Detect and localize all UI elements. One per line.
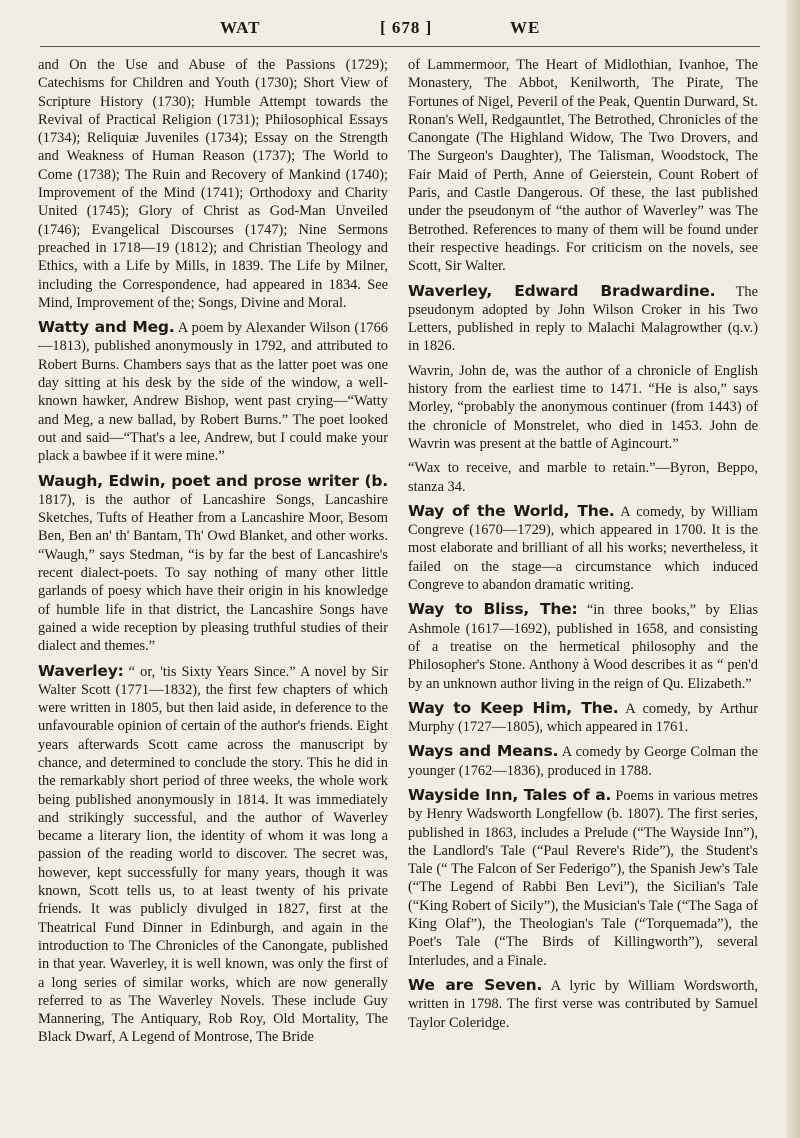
- header-left-word: WAT: [220, 18, 261, 37]
- header-right-word: WE: [510, 18, 541, 37]
- running-header: [0, 18, 800, 44]
- entry-watty-and-meg: Watty and Meg. A poem by Alexander Wilson (1766—1813), published anonymously in 1792, and attributed to Robert Burns. Chambers says that as the latter poet was one day sitting at his desk by the side of the window, a well-known hawker, Andrew Bishop, went past crying—“Watty and Meg, a new ballad, by Robert Burns.” The poet looked out and said—“That's a lee, Andrew, but I could make your plack a bawbee if it were mine.”: [38, 318, 388, 465]
- headword: Waverley, Edward Bradwardine.: [408, 281, 716, 300]
- entry-we-are-seven: We are Seven. A lyric by William Wordsworth, written in 1798. The first verse was contributed by Samuel Taylor Coleridge.: [408, 975, 758, 1031]
- entry-way-to-bliss: Way to Bliss, The: “in three books,” by Elias Ashmole (1617—1692), published in 1658, and consisting of a treatise on the hermetical philosophy and the Philosopher's Stone. Anthony à Wood describes it as “ pen'd by an unknown author living in the reign of Qu. Elizabeth.”: [408, 600, 758, 692]
- page-edge: [786, 0, 800, 1138]
- entry-waverley: Waverley: “ or, 'tis Sixty Years Since.” A novel by Sir Walter Scott (1771—1832), the first few chapters of which were written in 1805, but then laid aside, in deference to the unfavourable opinion of certain of the author's friends. Eight years afterwards Scott came across the manuscript by chance, and determined to conclude the story. This he did in the remarkably short period of three weeks, the whole work being published anonymously in 1814. It was immediately and strikingly successful, and the author of Waverley became a literary lion, the identity of whom it was long a passion of the reading world to discover. The secret was, however, kept successfully for many years, though it was known, Scott tells us, to at least twenty of his private friends. It was publicly divulged in 1827, first at the Theatrical Fund Dinner in Edinburgh, and again in the introduction to The Chronicles of the Canongate, published in that year. Waverley, it is well known, was only the first of a long series of similar works, which are now generally referred to as The Waverley Novels. These include Guy Mannering, The Antiquary, Rob Roy, Old Mortality, The Black Dwarf, A Legend of Montrose, The Bride: [38, 661, 388, 1046]
- entry-wax-to-receive: “Wax to receive, and marble to retain.”—Byron, Beppo, stanza 34.: [408, 460, 758, 495]
- headword: Waverley:: [38, 661, 124, 680]
- right-column: [408, 56, 758, 1038]
- entry-wavrin-john-de: Wavrin, John de, was the author of a chronicle of English history from the earliest time to 1471. “He is also,” says Morley, “probably the anonymous continuer (from 1443) of the chronicle of Monstrelet, who died in 1453. John de Wavrin was present at the battle of Agincourt.”: [408, 362, 758, 452]
- headword: Wayside Inn, Tales of a.: [408, 785, 612, 804]
- entry-continuation: and On the Use and Abuse of the Passions (1729); Catechisms for Children and Youth (1730); Short View of Scripture History (1730); Humble Attempt towards the Revival of Practical Religion (1731); Philosophical Essays (1734); Reliquiæ Juveniles (1734); Essay on the Strength and Weakness of Human Reason (1737); The World to Come (1738); The Ruin and Recovery of Mankind (1740); Improvement of the Mind (1741); Orthodoxy and Charity United (1745); Glory of Christ as God-Man Unveiled (1746); Evangelical Discourses (1747); Nine Sermons preached in 1718—19 (1812); and Christian Theology and Ethics, with a Life by Mills, in 1839. The Life by Milner, including the Correspondence, had appeared in 1834. See Mind, Improvement of the; Songs, Divine and Moral.: [38, 57, 388, 311]
- headword: Watty and Meg.: [38, 318, 175, 337]
- entry-way-to-keep-him: Way to Keep Him, The. A comedy, by Arthur Murphy (1727—1805), which appeared in 1761.: [408, 698, 759, 736]
- headword: Way to Keep Him, The.: [408, 698, 619, 717]
- headword: We are Seven.: [408, 975, 543, 994]
- headword: Ways and Means.: [408, 742, 559, 761]
- entry-ways-and-means: Ways and Means. A comedy by George Colman the younger (1762—1836), produced in 1788.: [408, 742, 758, 779]
- headword: Way to Bliss, The:: [408, 600, 578, 619]
- entry-way-of-the-world: Way of the World, The. A comedy, by William Congreve (1670—1729), which appeared in 1700. It is the most elaborate and brilliant of all his works; nevertheless, it failed on the stage—a circumstance which induced Congreve to abandon dramatic writing.: [408, 501, 758, 594]
- entry-continuation: of Lammermoor, The Heart of Midlothian, Ivanhoe, The Monastery, The Abbot, Kenilworth, The Pirate, The Fortunes of Nigel, Peveril of the Peak, Quentin Durward, St. Ronan's Well, Redgauntlet, The Betrothed, Chronicles of the Canongate (The Highland Widow, The Two Drovers, and The Surgeon's Daughter), The Talisman, Woodstock, The Fair Maid of Perth, Anne of Geierstein, Count Robert of Paris, and Castle Dangerous. Of these, the last published under the pseudonym of “the author of Waverley” was The Betrothed. References to many of them will be found under their respective headings. For criticism on the novels, see Scott, Sir Walter.: [408, 57, 758, 275]
- page-number: [ 678 ]: [380, 18, 433, 37]
- left-column: [38, 56, 388, 1053]
- headword: Waugh, Edwin, poet and prose writer (b.: [38, 471, 388, 490]
- header-rule: [40, 46, 760, 47]
- headword: Way of the World, The.: [408, 501, 615, 520]
- entry-waugh-edwin: Waugh, Edwin, poet and prose writer (b. 1817), is the author of Lancashire Songs, Lancashire Sketches, Tufts of Heather from a Lancashire Moor, Besom Ben, Ben an' th' Bantam, Th' Owd Blanket, and other works. “Waugh,” says Stedman, “is by far the best of Lancashire's recent dialect-poets. To say nothing of many other little garlands of poesy which have their origin in his knowledge of humble life in that district, the Lancashire Songs have gained a wide reception by pleasing truthful studies of their dialect and themes.”: [38, 471, 388, 655]
- entry-wayside-inn: Wayside Inn, Tales of a. Poems in various metres by Henry Wadsworth Longfellow (b. 1807). The first series, published in 1863, includes a Prelude (“The Wayside Inn”), the Landlord's Tale (“Paul Revere's Ride”), the Student's Tale (“ The Falcon of Ser Federigo”), the Spanish Jew's Tale (“The Legend of Rabbi Ben Levi”), the Sicilian's Tale (“King Robert of Sicily”), the Musician's Tale (“The Saga of King Olaf”), the Theologian's Tale (“Torquemada”), the Poet's Tale (“The Birds of Killingworth”), several Interludes, and a Finale.: [408, 785, 758, 969]
- entry-waverley-edward-bradwardine: Waverley, Edward Bradwardine. The pseudonym adopted by John Wilson Croker in his Two Letters, published in reply to Malachi Malagrowther (q.v.) in 1826.: [408, 281, 758, 355]
